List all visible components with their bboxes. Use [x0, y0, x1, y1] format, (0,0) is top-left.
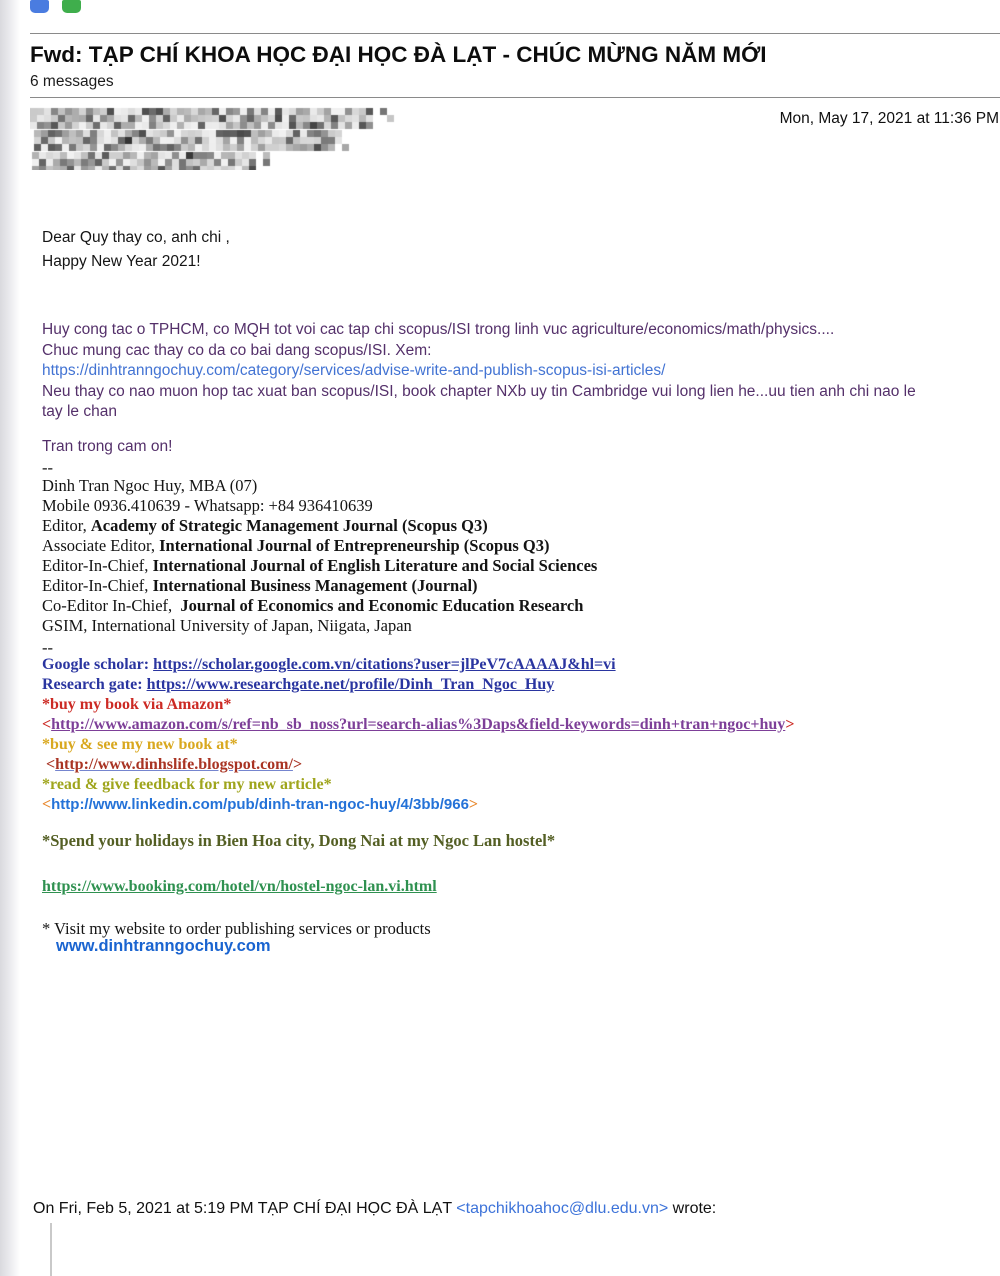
quote-suffix: wrote: — [668, 1200, 717, 1217]
role-label: Co-Editor In-Chief, — [42, 596, 181, 615]
scholar-line — [42, 655, 794, 675]
role-journal: International Journal of English Literature and Social Sciences — [152, 556, 598, 575]
role-journal: Journal of Economics and Economic Education Research — [180, 596, 584, 615]
promo-links-block — [42, 655, 794, 815]
role-journal: International Journal of Entrepreneurship (Scopus Q3) — [159, 536, 550, 555]
blogspot-link[interactable]: http://www.dinhslife.blogspot.com/ — [55, 756, 293, 773]
close-bracket: > — [292, 756, 303, 773]
signature-mobile: Mobile 0936.410639 - Whatsapp: +84 936410639 — [42, 496, 373, 515]
sender-email-link[interactable]: <tapchikhoahoc@dlu.edu.vn> — [456, 1200, 669, 1217]
booking-link[interactable]: https://www.booking.com/hotel/vn/hostel-ngoc-lan.vi.html — [42, 878, 437, 895]
open-bracket: < — [42, 756, 56, 773]
article-promo-text: *read & give feedback for my new article* — [42, 776, 332, 793]
page-left-edge — [0, 0, 20, 1276]
role-label: Associate Editor, — [42, 536, 160, 555]
role-label: Editor-In-Chief, — [42, 576, 153, 595]
signature-name: Dinh Tran Ngoc Huy, MBA (07) — [42, 476, 258, 495]
signature-block — [42, 476, 597, 636]
signature-role — [42, 596, 597, 616]
signature-affiliation: GSIM, International University of Japan, Niigata, Japan — [42, 616, 412, 635]
role-label: Editor-In-Chief, — [42, 556, 153, 575]
app-icon-blue[interactable] — [30, 0, 49, 13]
message-count: 6 messages — [30, 73, 114, 90]
email-subject: Fwd: TẠP CHÍ KHOA HỌC ĐẠI HỌC ĐÀ LẠT - CHÚC MỪNG NĂM MỚI — [30, 42, 767, 67]
close-bracket: > — [785, 716, 795, 733]
blogspot-link-line — [42, 755, 794, 775]
links-divider: -- — [42, 638, 53, 657]
scholar-label: Google scholar: — [42, 656, 154, 673]
signature-divider: -- — [42, 458, 53, 477]
amazon-link-line — [42, 715, 794, 735]
open-bracket: < — [42, 716, 52, 733]
body-paragraph — [42, 320, 916, 423]
greeting-block — [42, 226, 230, 274]
book-promo-text: *buy & see my new book at* — [42, 736, 238, 753]
hostel-promo-text: *Spend your holidays in Bien Hoa city, Dong Nai at my Ngoc Lan hostel* — [42, 831, 556, 850]
visit-note: * Visit my website to order publishing services or products — [42, 919, 431, 938]
open-bracket: < — [42, 796, 52, 813]
greeting-line: Happy New Year 2021! — [42, 253, 201, 270]
website-link[interactable]: www.dinhtranngochuy.com — [56, 937, 271, 955]
body-text-line: Huy cong tac o TPHCM, co MQH tot voi cac tap chi scopus/ISI trong linh vuc agriculture/economics/math/physics.... — [42, 321, 835, 338]
signature-role — [42, 536, 597, 556]
body-text-line: Chuc mung cac thay co da co bai dang scopus/ISI. Xem: — [42, 341, 432, 359]
close-bracket: > — [468, 796, 479, 813]
signature-role — [42, 576, 597, 596]
divider-line-header — [30, 97, 1000, 98]
researchgate-link[interactable]: https://www.researchgate.net/profile/Dinh_Tran_Ngoc_Huy — [146, 676, 555, 693]
sender-redacted-pixelated — [30, 106, 400, 170]
google-scholar-link[interactable]: https://scholar.google.com.vn/citations?user=jlPeV7cAAAAJ&hl=vi — [153, 656, 616, 673]
thanks-line: Tran trong cam on! — [42, 438, 173, 455]
linkedin-link-line — [42, 795, 794, 815]
amazon-promo-text: *buy my book via Amazon* — [42, 696, 232, 713]
quote-indent-bar — [50, 1223, 52, 1276]
researchgate-line — [42, 675, 794, 695]
signature-role — [42, 516, 597, 536]
body-text-line: tay le chan — [42, 403, 117, 420]
role-label: Editor, — [42, 516, 91, 535]
dinhtranngochuy-services-link[interactable]: https://dinhtranngochuy.com/category/services/advise-write-and-publish-scopus-isi-articles/ — [42, 362, 666, 379]
app-icon-green[interactable] — [62, 0, 81, 13]
linkedin-link[interactable]: http://www.linkedin.com/pub/dinh-tran-ngoc-huy/4/3bb/966 — [51, 796, 469, 813]
greeting-line: Dear Quy thay co, anh chi , — [42, 229, 230, 246]
quote-prefix: On Fri, Feb 5, 2021 at 5:19 PM TẠP CHÍ ĐẠI HỌC ĐÀ LẠT — [33, 1200, 457, 1217]
divider-line-top — [30, 33, 1000, 34]
role-journal: International Business Management (Journal) — [152, 576, 478, 595]
body-text-line: Neu thay co nao muon hop tac xuat ban scopus/ISI, book chapter NXb uy tin Cambridge vui long lien he...uu tien anh chi nao le — [42, 382, 916, 400]
role-journal: Academy of Strategic Management Journal (Scopus Q3) — [90, 516, 488, 535]
researchgate-label: Research gate: — [42, 676, 147, 693]
amazon-link[interactable]: http://www.amazon.com/s/ref=nb_sb_noss?url=search-alias%3Daps&field-keywords=dinh+tran+ngoc+huy — [51, 716, 786, 733]
signature-role — [42, 556, 597, 576]
message-date: Mon, May 17, 2021 at 11:36 PM — [779, 110, 999, 127]
quoted-message-header — [33, 1200, 716, 1218]
